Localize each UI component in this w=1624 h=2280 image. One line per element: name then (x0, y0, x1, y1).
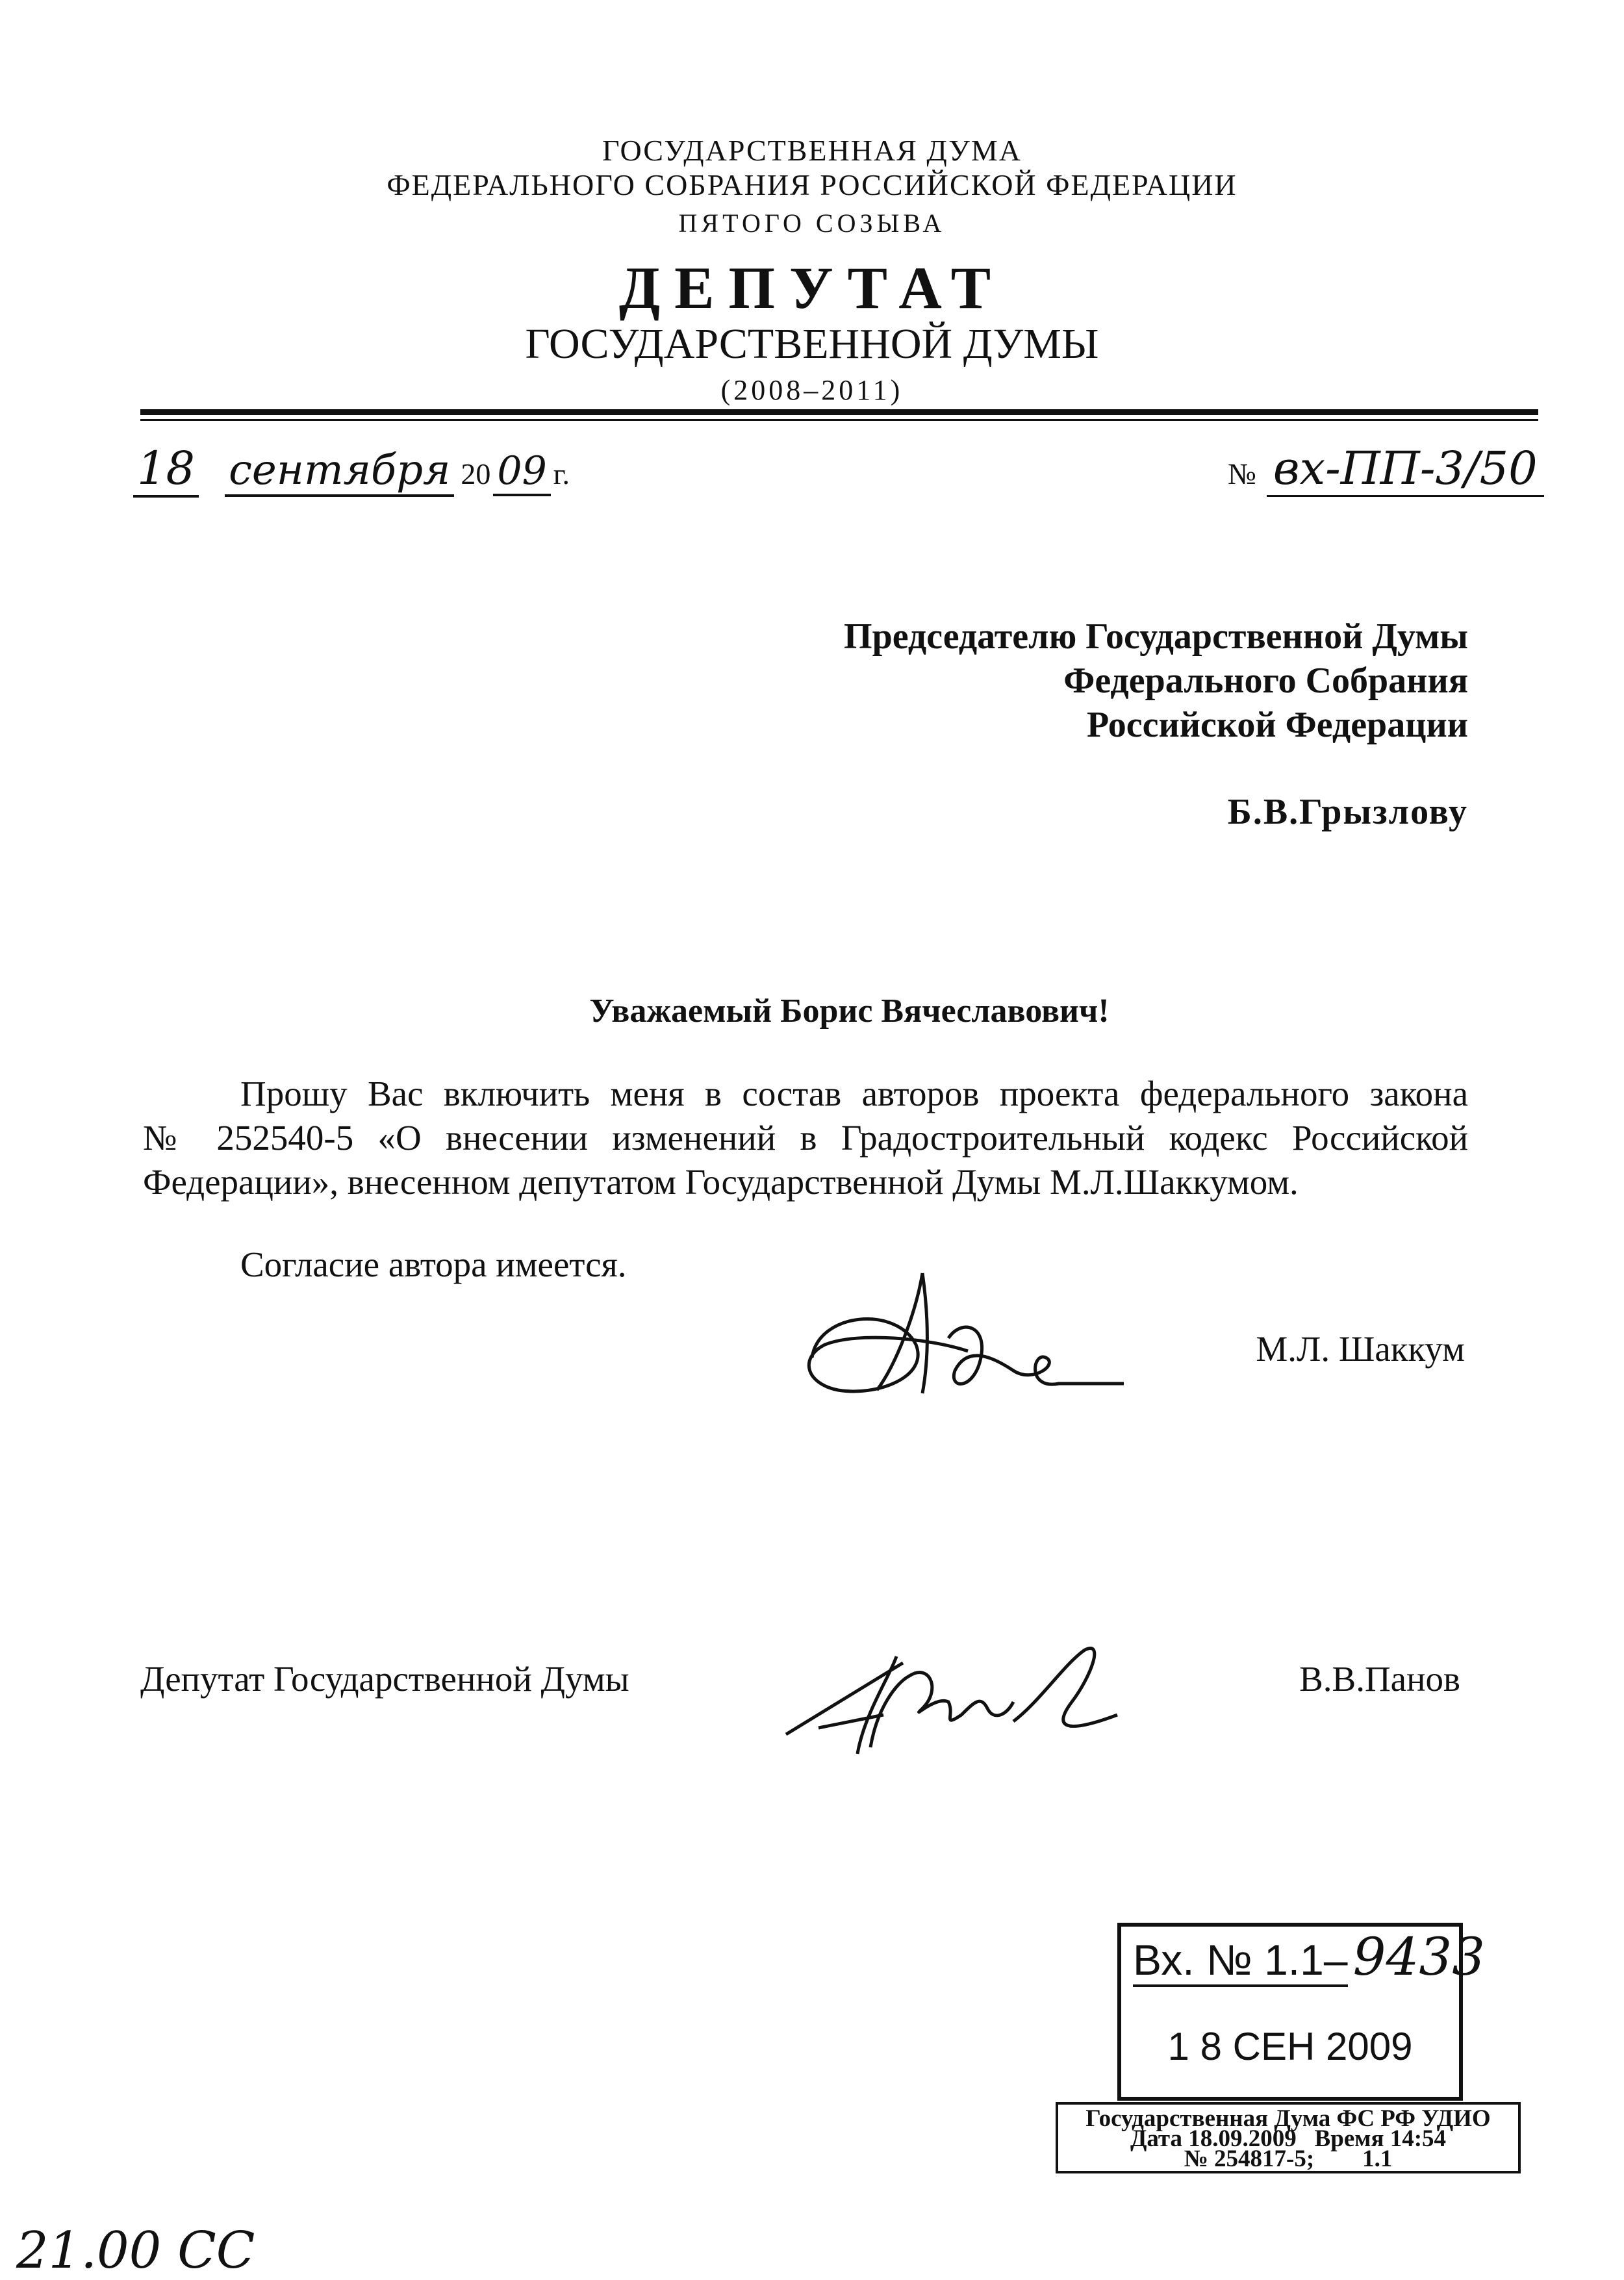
year-prefix: 20 (461, 457, 491, 490)
signer-position: Депутат Государственной Думы (140, 1659, 629, 1699)
letterhead-subtitle: ГОСУДАРСТВЕННОЙ ДУМЫ (525, 320, 1099, 368)
paragraph-line: Прошу Вас включить меня в состав авторов проекта федерального закона (240, 1074, 1468, 1113)
incoming-handwritten-number: 9433 (1352, 1927, 1486, 1987)
header-rule-thick (140, 409, 1538, 415)
letterhead-term: (2008–2011) (720, 374, 904, 406)
registry-stamp-line2: Дата 18.09.2009 Время 14:54 (1130, 2125, 1447, 2152)
handwritten-number: вх-ПП-3/50 (1267, 442, 1544, 497)
margin-note: 21.00 СС (16, 2222, 255, 2280)
incoming-stamp-label: Вх. № 1.1– (1133, 1935, 1348, 1987)
letterhead-line1: ГОСУДАРСТВЕННАЯ ДУМА (602, 134, 1022, 167)
incoming-stamp-date: 1 8 СЕН 2009 (1167, 2025, 1413, 2068)
date-row (133, 442, 570, 498)
addressee-line: Федерального Собрания (1063, 661, 1468, 701)
signer-name: В.В.Панов (1299, 1659, 1460, 1699)
year-mark: г. (553, 457, 570, 490)
incoming-stamp-header (1133, 1927, 1485, 1987)
salutation: Уважаемый Борис Вячеславович! (589, 993, 1110, 1030)
handwritten-month: сентября (225, 446, 454, 497)
signature-panov (780, 1637, 1156, 1767)
addressee-line: Российской Федерации (1086, 705, 1468, 745)
letterhead-line2: ФЕДЕРАЛЬНОГО СОБРАНИЯ РОССИЙСКОЙ ФЕДЕРАЦИИ (387, 168, 1237, 201)
paragraph-line: № 252540-5 «О внесении изменений в Градостроительный кодекс Российской (143, 1118, 1468, 1158)
author-name: М.Л. Шаккум (1256, 1329, 1465, 1369)
number-row (1228, 442, 1544, 497)
paragraph-line: Федерации», внесенном депутатом Государственной Думы М.Л.Шаккумом. (143, 1162, 1299, 1202)
registry-stamp (1056, 2102, 1521, 2173)
letterhead-line3: ПЯТОГО СОЗЫВА (678, 209, 946, 238)
header-rule-thin (140, 419, 1538, 421)
consent-text: Согласие автора имеется. (240, 1245, 627, 1284)
addressee-line: Председателю Государственной Думы (844, 616, 1468, 657)
number-label: № (1228, 457, 1256, 490)
registry-stamp-line1: Государственная Дума ФС РФ УДИО (1085, 2105, 1491, 2132)
letterhead-title: ДЕПУТАТ (618, 255, 1006, 321)
incoming-stamp (1117, 1923, 1486, 2101)
handwritten-day: 18 (133, 442, 199, 498)
handwritten-year: 09 (493, 448, 550, 496)
addressee-name: Б.В.Грызлову (1227, 792, 1468, 832)
signature-shakkum (799, 1260, 1137, 1410)
registry-stamp-line3: № 254817-5; 1.1 (1184, 2146, 1393, 2172)
